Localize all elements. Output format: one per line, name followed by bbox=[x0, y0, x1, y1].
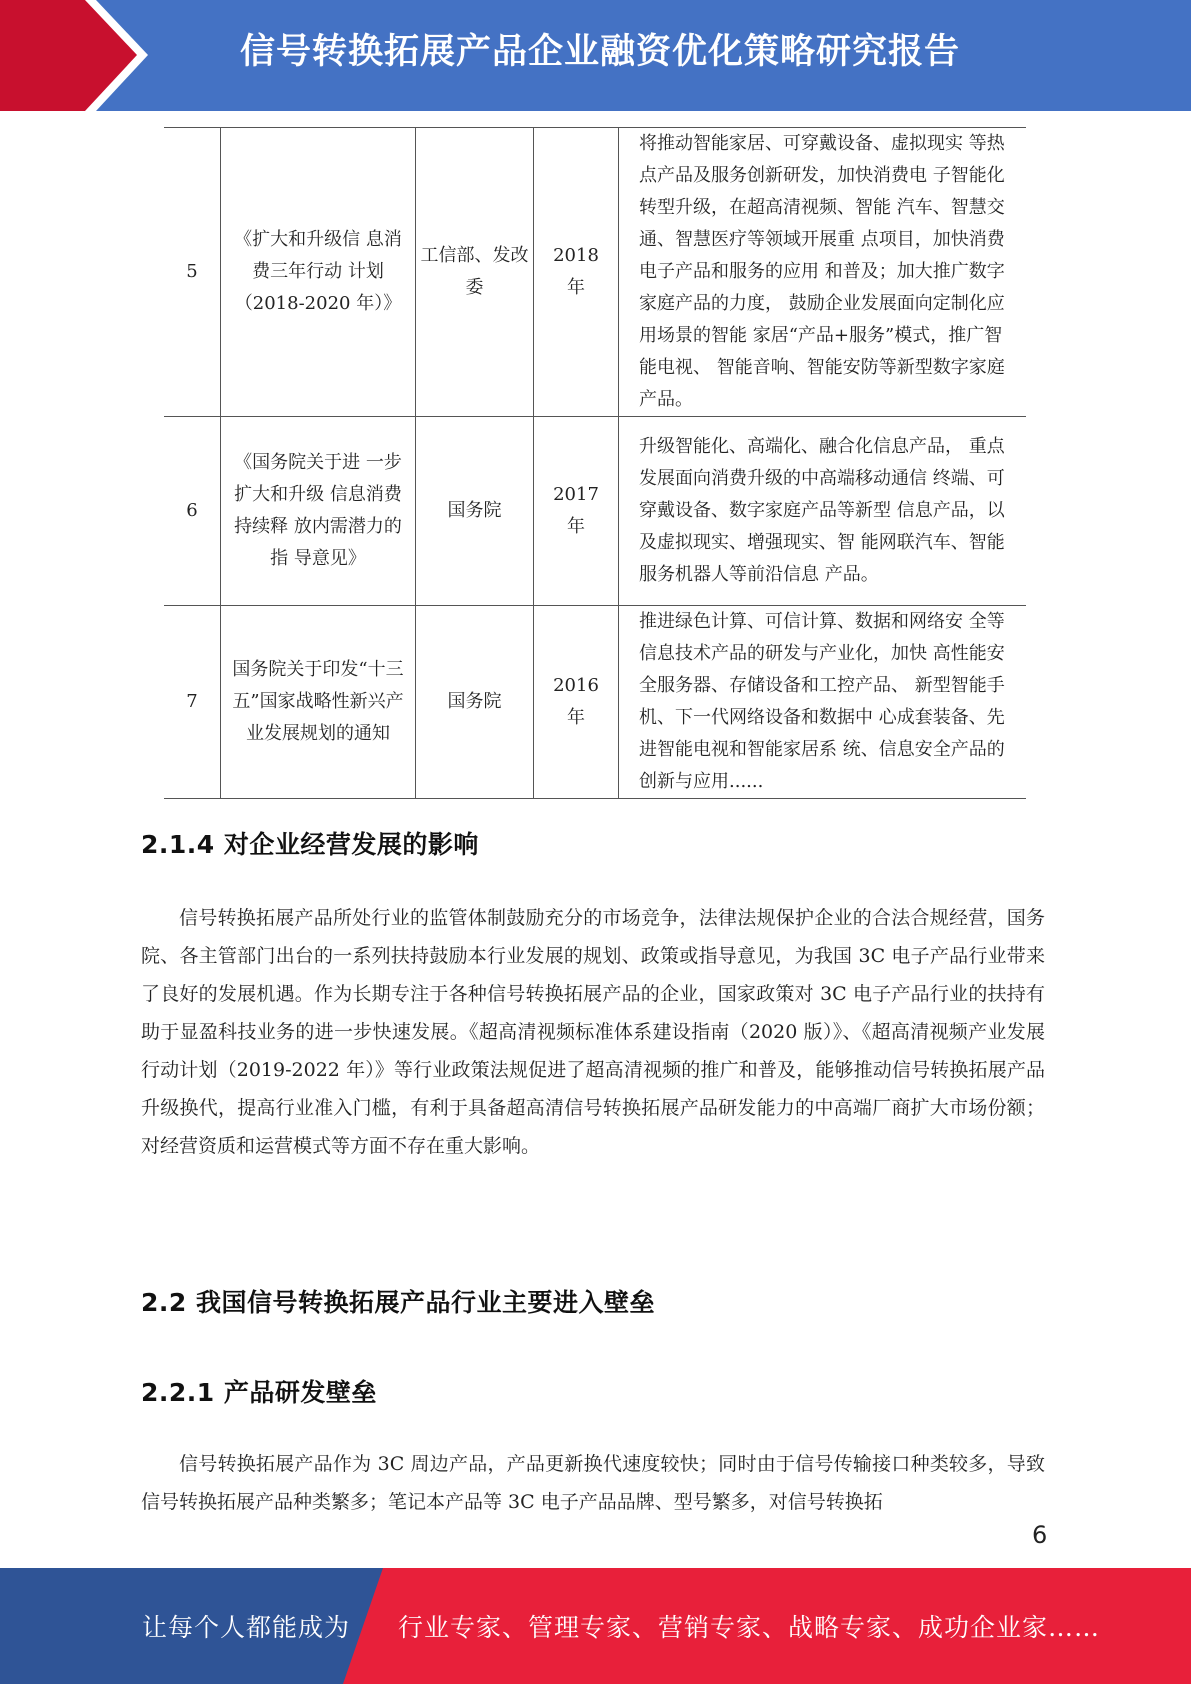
issuing-department: 工信部、发改委 bbox=[416, 128, 534, 417]
issue-year bbox=[534, 128, 619, 417]
year-number: 2016 bbox=[553, 675, 599, 696]
row-number: 5 bbox=[164, 128, 221, 417]
table-row bbox=[164, 128, 1026, 417]
row-number: 6 bbox=[164, 417, 221, 606]
section-heading-2-2-1: 2.2.1 产品研发壁垒 bbox=[141, 1378, 377, 1407]
section-heading-2-2: 2.2 我国信号转换拓展产品行业主要进入壁垒 bbox=[141, 1288, 655, 1317]
policy-name: 国务院关于印发“十三五”国家战略性新兴产业发展规划的通知 bbox=[221, 606, 416, 799]
issue-year bbox=[534, 606, 619, 799]
report-title: 信号转换拓展产品企业融资优化策略研究报告 bbox=[240, 32, 961, 72]
header-banner bbox=[0, 0, 1191, 111]
footer-slogan-right: 行业专家、管理专家、营销专家、战略专家、成功企业家…… bbox=[398, 1613, 1101, 1642]
policy-description: 推进绿色计算、可信计算、数据和网络安 全等信息技术产品的研发与产业化，加快 高性能安全服务器、存储设备和工控产品、 新型智能手机、下一代网络设备和数据中 心成套装备、先进智能电视和智能家居系 统、信息安全产品的创新与应用...... bbox=[619, 606, 1027, 799]
policy-description: 将推动智能家居、可穿戴设备、虚拟现实 等热点产品及服务创新研发，加快消费电 子智能化转型升级，在超高清视频、智能 汽车、智慧交通、智慧医疗等领域开展重 点项目，加快消费电子产品和服务的应用 和普及；加大推广数字家庭产品的力度， 鼓励企业发展面向定制化应用场景的智能 家居“产品+服务”模式，推广智能电视、 智能音响、智能安防等新型数字家庭产品。 bbox=[619, 128, 1027, 417]
year-unit: 年 bbox=[567, 516, 585, 537]
section-body-2-2-1: 信号转换拓展产品作为 3C 周边产品，产品更新换代速度较快；同时由于信号传输接口种类较多，导致信号转换拓展产品种类繁多；笔记本产品等 3C 电子产品品牌、型号繁多，对信号转换拓 bbox=[141, 1453, 1045, 1513]
row-number: 7 bbox=[164, 606, 221, 799]
section-heading-2-1-4: 2.1.4 对企业经营发展的影响 bbox=[141, 830, 479, 859]
issuing-department: 国务院 bbox=[416, 417, 534, 606]
page-number: 6 bbox=[1032, 1521, 1048, 1549]
policy-name: 《扩大和升级信 息消费三年行动 计划（2018-2020 年）》 bbox=[221, 128, 416, 417]
year-number: 2017 bbox=[553, 484, 599, 505]
policy-name: 《国务院关于进 一步扩大和升级 信息消费持续释 放内需潜力的指 导意见》 bbox=[221, 417, 416, 606]
year-number: 2018 bbox=[553, 245, 599, 266]
footer-slogan-left: 让每个人都能成为 bbox=[142, 1613, 351, 1642]
year-unit: 年 bbox=[567, 277, 585, 298]
policy-description: 升级智能化、高端化、融合化信息产品， 重点发展面向消费升级的中高端移动通信 终端、可穿戴设备、数字家庭产品等新型 信息产品，以及虚拟现实、增强现实、智 能网联汽车、智能服务机器人等前沿信息 产品。 bbox=[619, 417, 1027, 606]
footer-banner bbox=[0, 1568, 1191, 1684]
chevron-arrow-icon bbox=[0, 0, 160, 111]
issuing-department: 国务院 bbox=[416, 606, 534, 799]
table-row bbox=[164, 417, 1026, 606]
section-body-2-1-4: 信号转换拓展产品所处行业的监管体制鼓励充分的市场竞争，法律法规保护企业的合法合规经营，国务院、各主管部门出台的一系列扶持鼓励本行业发展的规划、政策或指导意见，为我国 3C 电子产品行业带来了良好的发展机遇。作为长期专注于各种信号转换拓展产品的企业，国家政策对 3C 电子产品行业的扶持有助于显盈科技业务的进一步快速发展。《超高清视频标准体系建设指南（2020 版）》、《超高清视频产业发展行动计划（2019-2022 年）》等行业政策法规促进了超高清视频的推广和普及，能够推动信号转换拓展产品升级换代，提高行业准入门槛，有利于具备超高清信号转换拓展产品研发能力的中高端厂商扩大市场份额；对经营资质和运营模式等方面不存在重大影响。 bbox=[141, 907, 1045, 1157]
issue-year bbox=[534, 417, 619, 606]
table-row bbox=[164, 606, 1026, 799]
policy-table bbox=[164, 127, 1026, 799]
year-unit: 年 bbox=[567, 707, 585, 728]
